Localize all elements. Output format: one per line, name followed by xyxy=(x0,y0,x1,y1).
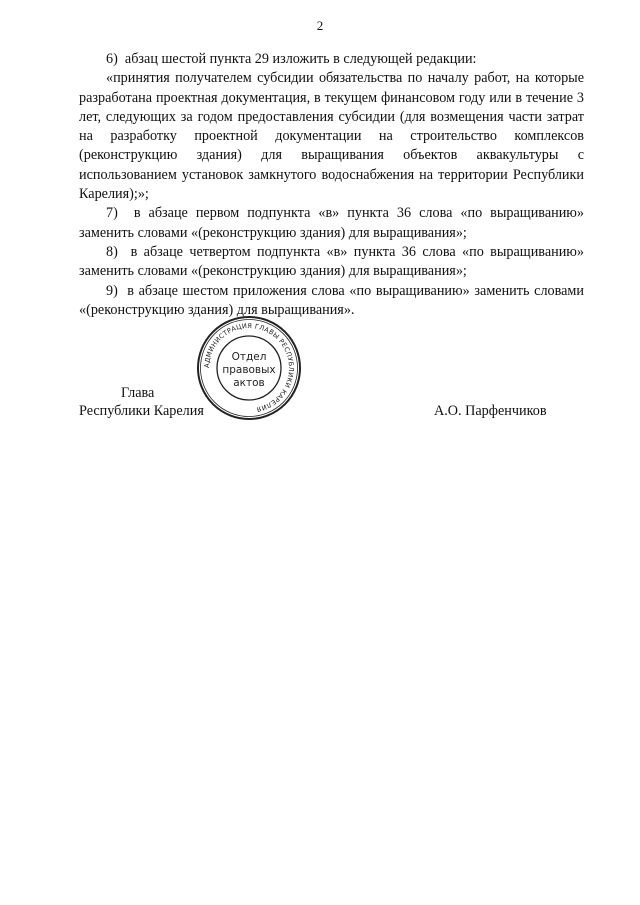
signatory-title-line1: Глава xyxy=(121,385,155,401)
stamp-center-line2: правовых xyxy=(222,364,276,376)
stamp-center-line1: Отдел xyxy=(231,351,267,363)
paragraph-item-9: 9) в абзаце шестом приложения слова «по выращиванию» заменить словами «(реконструкцию здания) для выращивания». xyxy=(79,282,584,318)
signatory-name: А.О. Парфенчиков xyxy=(434,403,547,419)
stamp-seal-icon xyxy=(196,315,302,421)
paragraph-item-7: 7) в абзаце первом подпункта «в» пункта 36 слова «по выращиванию» заменить словами «(реконструкцию здания) для выращивания»; xyxy=(79,205,584,241)
signatory-title-line2: Республики Карелия xyxy=(79,403,204,419)
page-number: 2 xyxy=(316,18,324,33)
paragraph-quoted-text: «принятия получателем субсидии обязательства по началу работ, на которые разработана проектная документация, в текущем финансовом году или в течение 3 лет, следующих за годом предоставления субсидии (для возмещения части затрат на разработку проектной документации на строительство комплексов (реконструкцию здания) для выращивания объектов аквакультуры с использованием установок замкнутого водоснабжения на территории Республики Карелия);»; xyxy=(79,70,584,203)
official-stamp xyxy=(196,315,302,421)
signature-block xyxy=(0,385,640,425)
document-body xyxy=(79,50,584,320)
stamp-center-line3: актов xyxy=(233,377,265,389)
paragraph-item-6: 6) абзац шестой пункта 29 изложить в следующей редакции: xyxy=(106,51,477,67)
stamp-ring-text: АДМИНИСТРАЦИЯ ГЛАВЫ РЕСПУБЛИКИ КАРЕЛИЯ xyxy=(202,321,296,414)
paragraph-item-8: 8) в абзаце четвертом подпункта «в» пункта 36 слова «по выращиванию» заменить словами «(реконструкцию здания) для выращивания»; xyxy=(79,243,584,280)
